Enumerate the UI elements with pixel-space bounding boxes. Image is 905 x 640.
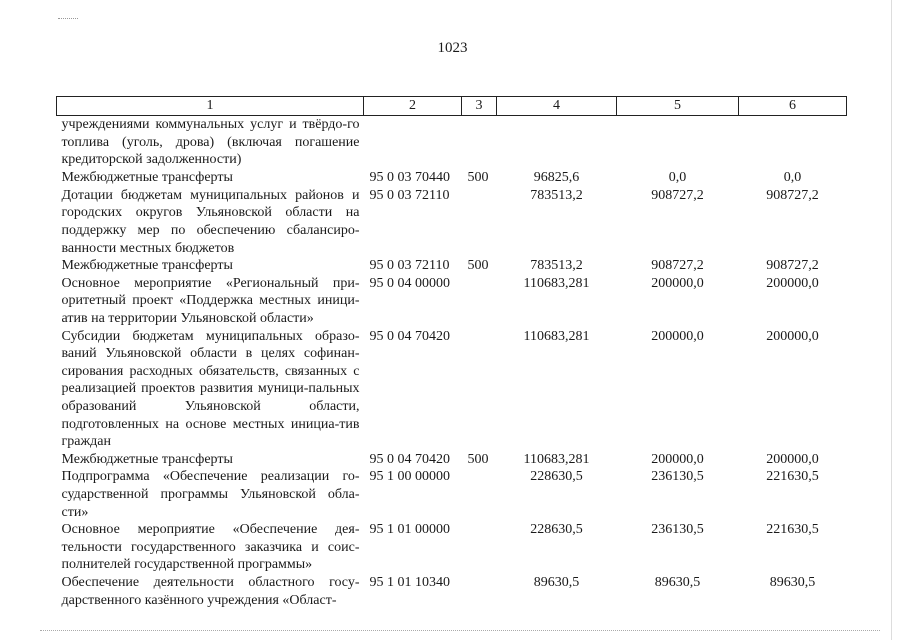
row-name: Дотации бюджетам муниципальных районов и городских округов Ульяновской области на поддержку мер по обеспечению сбалансиро-ванности местных бюджетов [61,187,360,256]
row-value-2: 908727,2 [651,258,704,274]
row-vr [462,116,497,170]
row-value-3: 0,0 [783,170,802,186]
row-value-2 [617,116,739,170]
row-name: Межбюджетные трансферты [61,258,233,274]
row-code: 95 0 03 72110 [369,187,450,203]
row-name: Межбюджетные трансферты [61,451,233,467]
row-code: 95 1 01 00000 [369,522,450,538]
row-value-1: 228630,5 [530,469,583,485]
row-value-2: 0,0 [668,170,687,186]
row-value-1: 783513,2 [530,258,583,274]
page-number: 1023 [437,40,468,56]
row-value-2: 200000,0 [651,451,704,467]
row-vr [462,521,497,574]
row-value-2: 908727,2 [651,187,704,203]
column-header-2: 2 [364,97,462,116]
page-edge [891,0,892,640]
scan-artifact-bottom [40,630,880,633]
row-vr [462,468,497,521]
budget-table [56,96,847,609]
row-value-3: 908727,2 [766,258,819,274]
table-row [57,257,847,275]
column-header-4: 4 [497,97,617,116]
row-vr [462,328,497,451]
row-name: Обеспечение деятельности областного госу-дарственного казённого учреждения «Област- [61,574,360,608]
table-row [57,521,847,574]
row-name: учреждениями коммунальных услуг и твёрдо-го топлива (уголь, дрова) (включая погашение кредиторской задолженности) [61,117,360,168]
row-value-2: 200000,0 [651,275,704,291]
table-body [57,116,847,610]
row-value-3: 221630,5 [766,522,819,538]
row-value-1 [497,116,617,170]
table-header-row [57,97,847,116]
row-vr: 500 [467,258,489,274]
table-row [57,328,847,451]
row-code: 95 0 04 00000 [369,275,450,291]
row-name: Основное мероприятие «Региональный при-оритетный проект «Поддержка местных иници-атив на территории Ульяновской области» [61,275,360,327]
table-row [57,574,847,609]
table-row [57,116,847,170]
column-header-6: 6 [739,97,847,116]
row-value-2: 200000,0 [651,328,704,344]
row-value-1: 110683,281 [523,328,590,344]
row-vr [462,187,497,257]
row-value-3: 221630,5 [766,469,819,485]
table-row [57,451,847,469]
row-value-3: 89630,5 [769,574,816,590]
budget-table-container [56,96,846,609]
row-code [364,116,462,170]
row-name: Субсидии бюджетам муниципальных образо-ваний Ульяновской области в целях софинан-сирования расходных обязательств, связанных с реализацией проектов развития муници-пальных образований Ульяновской области, подготовленных на основе местных инициа-тив граждан [61,328,360,450]
table-row [57,169,847,187]
row-vr: 500 [467,451,489,467]
row-name: Подпрограмма «Обеспечение реализации го-сударственной программы Ульяновской обла-сти» [61,469,360,520]
column-header-5: 5 [617,97,739,116]
table-row [57,187,847,257]
row-code: 95 1 00 00000 [369,469,450,485]
row-code: 95 1 01 10340 [369,574,450,590]
row-value-1: 96825,6 [533,170,580,186]
row-value-2: 236130,5 [651,469,704,485]
row-value-1: 783513,2 [530,187,583,203]
row-vr: 500 [467,170,489,186]
row-value-1: 89630,5 [533,574,580,590]
column-header-3: 3 [462,97,497,116]
row-name: Межбюджетные трансферты [61,170,233,186]
scan-artifact [58,18,78,20]
row-value-1: 228630,5 [530,522,583,538]
row-vr [462,275,497,328]
row-value-3: 908727,2 [766,187,819,203]
row-vr [462,574,497,609]
row-value-1: 110683,281 [523,275,590,291]
row-value-3 [739,116,847,170]
row-code: 95 0 04 70420 [369,451,450,467]
row-value-2: 236130,5 [651,522,704,538]
table-row [57,275,847,328]
row-value-3: 200000,0 [766,275,819,291]
row-code: 95 0 03 70440 [369,170,450,186]
row-value-1: 110683,281 [523,451,590,467]
row-value-2: 89630,5 [654,574,701,590]
row-code: 95 0 04 70420 [369,328,450,344]
row-value-3: 200000,0 [766,451,819,467]
row-code: 95 0 03 72110 [369,258,450,274]
table-row [57,468,847,521]
column-header-1: 1 [57,97,364,116]
row-name: Основное мероприятие «Обеспечение дея-тельности государственного заказчика и соис-полнителей государственной программы» [61,522,360,573]
row-value-3: 200000,0 [766,328,819,344]
